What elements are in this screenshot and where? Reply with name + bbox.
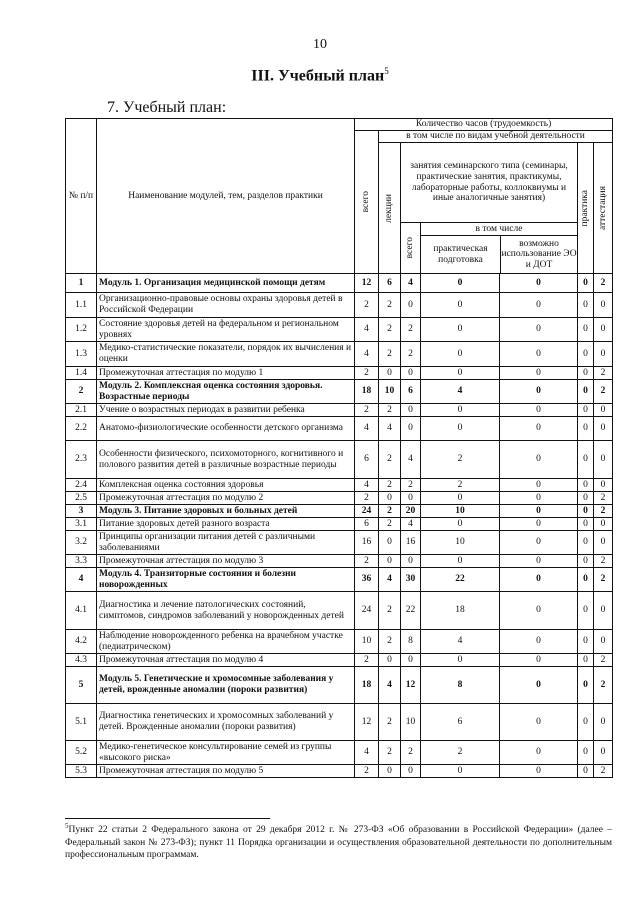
cell-prac: 0: [578, 441, 594, 479]
cell-name: Модуль 2. Комплексная оценка состояния здоровья. Возрастные периоды: [97, 380, 355, 404]
table-row: [66, 441, 613, 479]
cell-lect: 2: [379, 441, 401, 479]
cell-pp: 0: [421, 404, 500, 417]
cell-att: 0: [594, 592, 613, 630]
cell-pp: 2: [421, 741, 500, 765]
cell-total: 10: [355, 630, 379, 654]
cell-att: 0: [594, 342, 613, 367]
cell-total: 2: [355, 492, 379, 505]
cell-total: 12: [355, 274, 379, 293]
cell-sem: 0: [401, 404, 421, 417]
cell-lect: 0: [379, 367, 401, 380]
cell-prac: 0: [578, 505, 594, 518]
cell-sem: 2: [401, 479, 421, 492]
cell-eo: 0: [500, 531, 578, 555]
cell-sem: 4: [401, 274, 421, 293]
cell-sem: 0: [401, 293, 421, 318]
cell-eo: 0: [500, 417, 578, 441]
table-row: [66, 667, 613, 704]
cell-lect: 0: [379, 555, 401, 568]
table-row: [66, 274, 613, 293]
header-by-type: в том числе по видам учебной деятельности: [379, 131, 613, 143]
cell-sem: 10: [401, 704, 421, 741]
cell-eo: 0: [500, 667, 578, 704]
cell-prac: 0: [578, 531, 594, 555]
cell-eo: 0: [500, 555, 578, 568]
cell-name: Промежуточная аттестация по модулю 4: [97, 654, 355, 667]
table-row: [66, 417, 613, 441]
cell-lect: 2: [379, 630, 401, 654]
cell-pp: 0: [421, 274, 500, 293]
table-row: [66, 531, 613, 555]
cell-att: 0: [594, 704, 613, 741]
cell-att: 2: [594, 555, 613, 568]
cell-eo: 0: [500, 741, 578, 765]
cell-prac: 0: [578, 630, 594, 654]
table-row: [66, 741, 613, 765]
cell-sem: 0: [401, 417, 421, 441]
cell-eo: 0: [500, 505, 578, 518]
cell-name: Организационно-правовые основы охраны здоровья детей в Российской Федерации: [97, 293, 355, 318]
curriculum-table: [65, 118, 613, 778]
cell-total: 18: [355, 667, 379, 704]
table-row: [66, 492, 613, 505]
cell-num: 1.3: [66, 342, 97, 367]
cell-att: 2: [594, 367, 613, 380]
cell-total: 2: [355, 555, 379, 568]
cell-total: 6: [355, 518, 379, 531]
table-row: [66, 555, 613, 568]
cell-prac: 0: [578, 342, 594, 367]
header-attestation-text: аттестация: [597, 186, 608, 230]
cell-sem: 22: [401, 592, 421, 630]
cell-num: 4.3: [66, 654, 97, 667]
cell-name: Промежуточная аттестация по модулю 2: [97, 492, 355, 505]
cell-eo: 0: [500, 704, 578, 741]
cell-eo: 0: [500, 479, 578, 492]
cell-sem: 4: [401, 441, 421, 479]
header-seminar-total: [401, 223, 421, 274]
cell-att: 0: [594, 441, 613, 479]
curriculum-rows: [66, 274, 613, 778]
table-row: [66, 505, 613, 518]
table-row: [66, 342, 613, 367]
cell-prac: 0: [578, 404, 594, 417]
cell-total: 6: [355, 441, 379, 479]
cell-sem: 0: [401, 654, 421, 667]
header-total: [355, 131, 379, 274]
cell-prac: 0: [578, 318, 594, 342]
cell-lect: 6: [379, 274, 401, 293]
cell-pp: 18: [421, 592, 500, 630]
cell-pp: 0: [421, 654, 500, 667]
header-hours: Количество часов (трудоемкость): [355, 119, 613, 131]
cell-lect: 2: [379, 592, 401, 630]
cell-eo: 0: [500, 367, 578, 380]
cell-total: 16: [355, 531, 379, 555]
cell-lect: 2: [379, 518, 401, 531]
cell-sem: 6: [401, 380, 421, 404]
subtitle: 7. Учебный план:: [107, 99, 227, 116]
cell-pp: 0: [421, 293, 500, 318]
cell-prac: 0: [578, 293, 594, 318]
cell-num: 1.2: [66, 318, 97, 342]
cell-name: Медико-статистические показатели, порядок их вычисления и оценки: [97, 342, 355, 367]
cell-pp: 0: [421, 492, 500, 505]
cell-eo: 0: [500, 380, 578, 404]
cell-lect: 4: [379, 568, 401, 592]
table-row: [66, 568, 613, 592]
cell-pp: 0: [421, 367, 500, 380]
cell-pp: 0: [421, 555, 500, 568]
cell-eo: 0: [500, 568, 578, 592]
cell-sem: 4: [401, 518, 421, 531]
cell-att: 2: [594, 492, 613, 505]
section-title-text: III. Учебный план: [251, 67, 385, 85]
cell-prac: 0: [578, 667, 594, 704]
cell-sem: 0: [401, 555, 421, 568]
cell-name: Модуль 3. Питание здоровых и больных детей: [97, 505, 355, 518]
cell-num: 2.3: [66, 441, 97, 479]
cell-sem: 30: [401, 568, 421, 592]
cell-num: 3.2: [66, 531, 97, 555]
table-row: [66, 765, 613, 778]
cell-num: 2.1: [66, 404, 97, 417]
cell-eo: 0: [500, 342, 578, 367]
footnote-ref: 5: [384, 66, 389, 76]
cell-total: 24: [355, 592, 379, 630]
header-name: Наименование модулей, тем, разделов практики: [97, 119, 355, 274]
cell-name: Наблюдение новорожденного ребенка на врачебном участке (педиатрическом): [97, 630, 355, 654]
cell-prac: 0: [578, 765, 594, 778]
cell-eo: 0: [500, 630, 578, 654]
table-row: [66, 630, 613, 654]
cell-sem: 2: [401, 741, 421, 765]
cell-att: 2: [594, 568, 613, 592]
cell-num: 4.2: [66, 630, 97, 654]
cell-total: 4: [355, 318, 379, 342]
cell-lect: 2: [379, 404, 401, 417]
header-attestation: [594, 143, 613, 274]
cell-lect: 4: [379, 417, 401, 441]
cell-att: 0: [594, 630, 613, 654]
cell-prac: 0: [578, 592, 594, 630]
table-row: [66, 518, 613, 531]
cell-lect: 10: [379, 380, 401, 404]
cell-att: 2: [594, 667, 613, 704]
cell-total: 2: [355, 367, 379, 380]
page-number: 10: [313, 37, 327, 52]
cell-prac: 0: [578, 380, 594, 404]
cell-eo: 0: [500, 318, 578, 342]
cell-prac: 0: [578, 367, 594, 380]
table-row: [66, 380, 613, 404]
header-lectures: [379, 143, 401, 274]
cell-num: 5.3: [66, 765, 97, 778]
header-eo-dot: возможно использование ЭО и ДОТ: [501, 238, 577, 270]
cell-lect: 2: [379, 293, 401, 318]
cell-eo: 0: [500, 765, 578, 778]
cell-sem: 16: [401, 531, 421, 555]
cell-pp: 0: [421, 318, 500, 342]
cell-pp: 4: [421, 630, 500, 654]
cell-pp: 6: [421, 704, 500, 741]
cell-num: 3.3: [66, 555, 97, 568]
cell-num: 2.5: [66, 492, 97, 505]
header-practice-text: практика: [580, 189, 591, 227]
footnote: [65, 822, 612, 861]
table-row: [66, 367, 613, 380]
cell-num: 4: [66, 568, 97, 592]
table-row: [66, 704, 613, 741]
cell-total: 4: [355, 741, 379, 765]
footnote-mark: 5: [65, 822, 69, 830]
cell-eo: 0: [500, 654, 578, 667]
cell-prac: 0: [578, 741, 594, 765]
cell-total: 36: [355, 568, 379, 592]
cell-num: 3: [66, 505, 97, 518]
cell-att: 2: [594, 765, 613, 778]
cell-att: 0: [594, 531, 613, 555]
cell-total: 2: [355, 293, 379, 318]
cell-lect: 0: [379, 531, 401, 555]
cell-name: Анатомо-физиологические особенности детского организма: [97, 417, 355, 441]
cell-name: Комплексная оценка состояния здоровья: [97, 479, 355, 492]
cell-lect: 4: [379, 667, 401, 704]
footnote-divider: [65, 818, 270, 819]
cell-sem: 2: [401, 318, 421, 342]
cell-lect: 2: [379, 741, 401, 765]
cell-total: 24: [355, 505, 379, 518]
section-title: [0, 66, 640, 85]
cell-pp: 0: [421, 765, 500, 778]
cell-eo: 0: [500, 518, 578, 531]
cell-pp: 0: [421, 417, 500, 441]
cell-num: 2.2: [66, 417, 97, 441]
cell-name: Состояние здоровья детей на федеральном и региональном уровнях: [97, 318, 355, 342]
cell-name: Промежуточная аттестация по модулю 1: [97, 367, 355, 380]
cell-name: Промежуточная аттестация по модулю 5: [97, 765, 355, 778]
cell-att: 0: [594, 293, 613, 318]
cell-sem: 12: [401, 667, 421, 704]
cell-pp: 4: [421, 380, 500, 404]
cell-pp: 0: [421, 342, 500, 367]
cell-sem: 0: [401, 492, 421, 505]
table-row: [66, 293, 613, 318]
cell-att: 0: [594, 741, 613, 765]
cell-eo: 0: [500, 404, 578, 417]
cell-pp: 2: [421, 479, 500, 492]
cell-name: Принципы организации питания детей с различными заболеваниями: [97, 531, 355, 555]
table-row: [66, 318, 613, 342]
cell-sem: 20: [401, 505, 421, 518]
cell-total: 2: [355, 404, 379, 417]
cell-name: Модуль 1. Организация медицинской помощи детям: [97, 274, 355, 293]
header-including-cell: [421, 223, 578, 274]
footnote-text: Пункт 22 статьи 2 Федерального закона от 29 декабря 2012 г. № 273-ФЗ «Об образовании в Российской Федерации» (далее – Федеральный закон № 273-ФЗ); пункт 11 Порядка организации и осуществления образовательной деятельности по дополнительным профессиональным программам.: [65, 825, 612, 860]
cell-pp: 10: [421, 505, 500, 518]
cell-name: Модуль 4. Транзиторные состояния и болезни новорожденных: [97, 568, 355, 592]
cell-prac: 0: [578, 417, 594, 441]
cell-total: 2: [355, 765, 379, 778]
cell-num: 4.1: [66, 592, 97, 630]
cell-num: 2: [66, 380, 97, 404]
cell-lect: 0: [379, 492, 401, 505]
cell-prac: 0: [578, 518, 594, 531]
table-row: [66, 592, 613, 630]
cell-name: Промежуточная аттестация по модулю 3: [97, 555, 355, 568]
cell-total: 12: [355, 704, 379, 741]
cell-num: 3.1: [66, 518, 97, 531]
cell-att: 0: [594, 318, 613, 342]
cell-sem: 0: [401, 367, 421, 380]
header-num: № п/п: [66, 119, 97, 274]
cell-name: Модуль 5. Генетические и хромосомные заболевания у детей, врожденные аномалии (пороки развития): [97, 667, 355, 704]
table-row: [66, 654, 613, 667]
cell-name: Медико-генетическое консультирование семей из группы «высокого риска»: [97, 741, 355, 765]
cell-total: 4: [355, 479, 379, 492]
cell-prac: 0: [578, 274, 594, 293]
header-lectures-text: лекции: [384, 193, 395, 223]
cell-eo: 0: [500, 441, 578, 479]
cell-att: 2: [594, 274, 613, 293]
cell-num: 5.1: [66, 704, 97, 741]
cell-name: Диагностика и лечение патологических состояний, симптомов, синдромов заболеваний у новорожденных детей: [97, 592, 355, 630]
cell-eo: 0: [500, 274, 578, 293]
cell-lect: 2: [379, 505, 401, 518]
cell-prac: 0: [578, 479, 594, 492]
cell-total: 4: [355, 417, 379, 441]
header-including: в том числе: [421, 223, 577, 236]
cell-total: 4: [355, 342, 379, 367]
cell-lect: 2: [379, 318, 401, 342]
cell-pp: 22: [421, 568, 500, 592]
cell-name: Диагностика генетических и хромосомных заболеваний у детей. Врожденные аномалии (пороки развития): [97, 704, 355, 741]
cell-eo: 0: [500, 492, 578, 505]
cell-lect: 2: [379, 704, 401, 741]
cell-num: 1.4: [66, 367, 97, 380]
cell-prac: 0: [578, 555, 594, 568]
table-row: [66, 479, 613, 492]
cell-att: 2: [594, 380, 613, 404]
cell-att: 2: [594, 654, 613, 667]
cell-total: 18: [355, 380, 379, 404]
cell-prac: 0: [578, 704, 594, 741]
header-seminar: занятия семинарского типа (семинары, практические занятия, практикумы, лабораторные работы, коллоквиумы и иные аналогичные занятия): [401, 143, 578, 223]
cell-sem: 0: [401, 765, 421, 778]
cell-eo: 0: [500, 592, 578, 630]
cell-num: 1: [66, 274, 97, 293]
cell-prac: 0: [578, 654, 594, 667]
cell-att: 2: [594, 505, 613, 518]
header-practice: [578, 143, 594, 274]
cell-prac: 0: [578, 568, 594, 592]
cell-sem: 8: [401, 630, 421, 654]
cell-pp: 8: [421, 667, 500, 704]
cell-prac: 0: [578, 492, 594, 505]
header-subcolumns: [421, 236, 577, 273]
cell-num: 5: [66, 667, 97, 704]
cell-lect: 2: [379, 479, 401, 492]
cell-num: 5.2: [66, 741, 97, 765]
cell-num: 2.4: [66, 479, 97, 492]
cell-name: Учение о возрастных периодах в развитии ребенка: [97, 404, 355, 417]
header-practical-training: практическая подготовка: [421, 236, 501, 273]
header-seminar-total-text: всего: [405, 237, 416, 259]
cell-att: 0: [594, 404, 613, 417]
cell-name: Питание здоровых детей разного возраста: [97, 518, 355, 531]
cell-lect: 0: [379, 765, 401, 778]
cell-total: 2: [355, 654, 379, 667]
cell-lect: 2: [379, 342, 401, 367]
header-total-text: всего: [361, 191, 372, 213]
cell-num: 1.1: [66, 293, 97, 318]
cell-pp: 2: [421, 441, 500, 479]
cell-eo: 0: [500, 293, 578, 318]
cell-name: Особенности физического, психомоторного, когнитивного и полового развития детей в различные возрастные периоды: [97, 441, 355, 479]
cell-att: 0: [594, 479, 613, 492]
cell-pp: 10: [421, 531, 500, 555]
cell-lect: 0: [379, 654, 401, 667]
cell-att: 0: [594, 417, 613, 441]
cell-pp: 0: [421, 518, 500, 531]
table-row: [66, 404, 613, 417]
cell-att: 0: [594, 518, 613, 531]
cell-sem: 2: [401, 342, 421, 367]
